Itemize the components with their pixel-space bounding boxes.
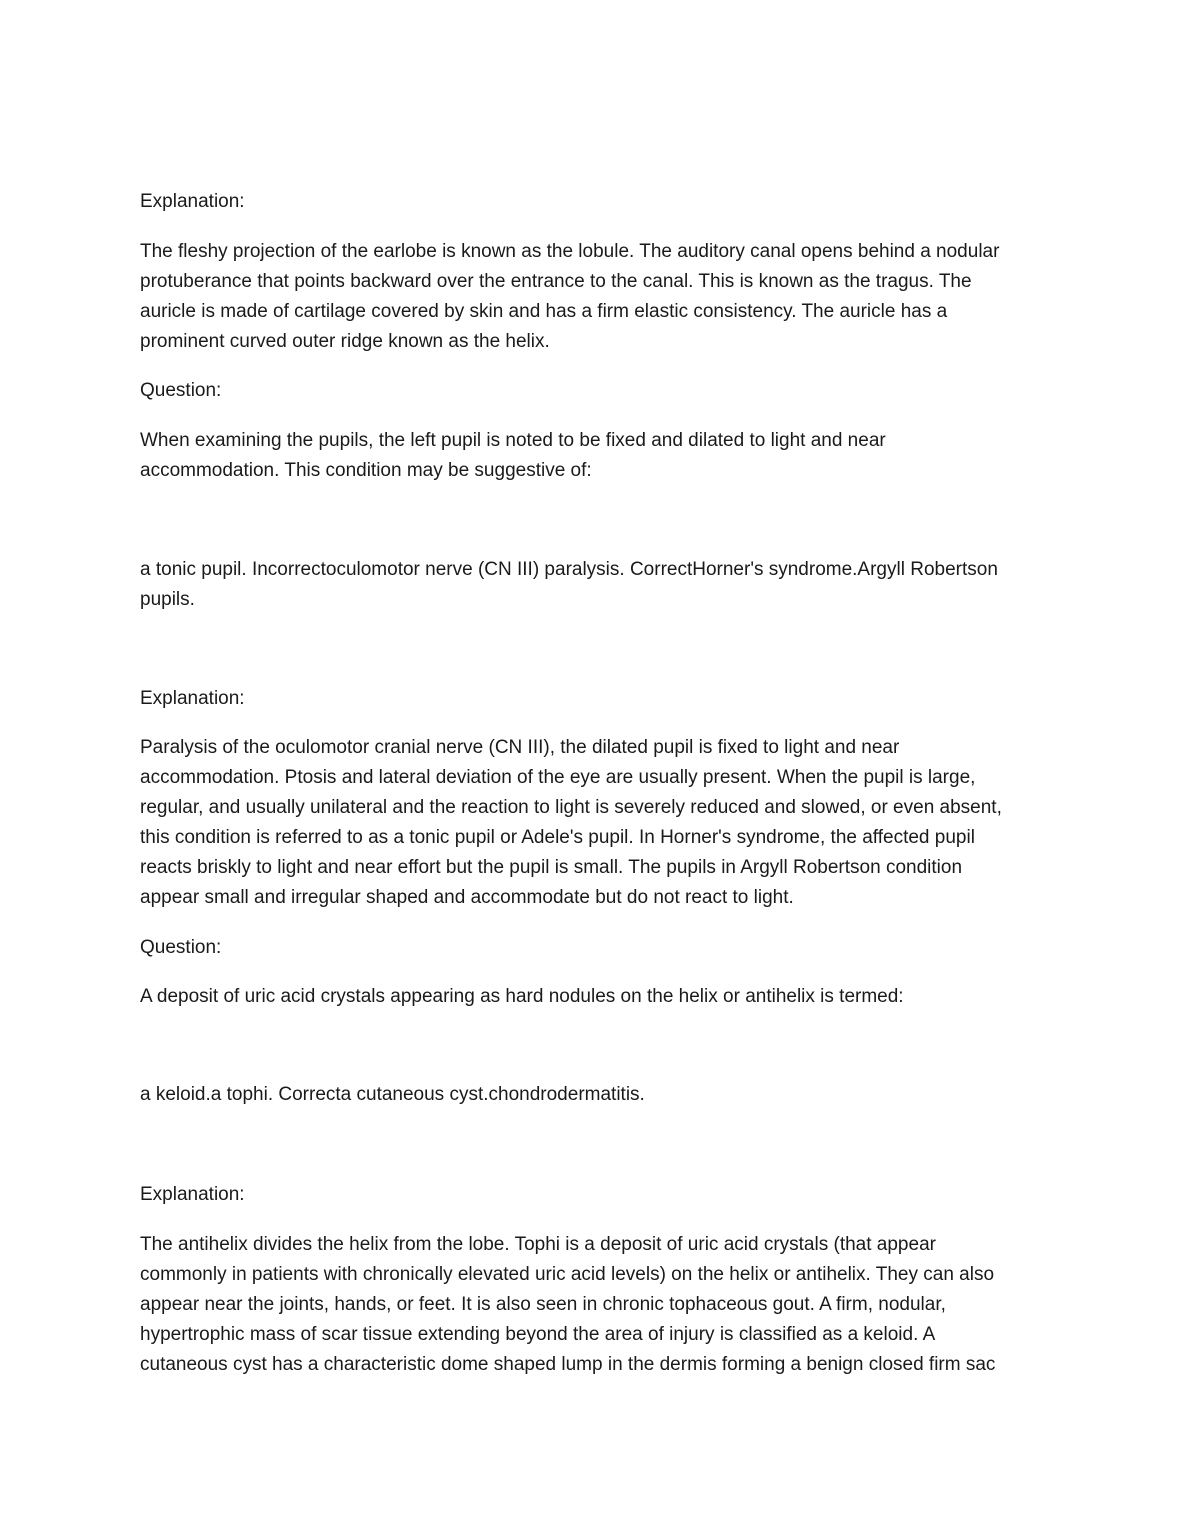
explanation-paragraph <box>140 237 1050 357</box>
answer-line: a keloid.a tophi. Correcta cutaneous cyst.chondrodermatitis. <box>140 1084 645 1105</box>
heading-text: Explanation: <box>140 1184 245 1205</box>
paragraph-line: The fleshy projection of the earlobe is known as the lobule. The auditory canal opens behind a nodular <box>140 241 1000 262</box>
heading-text: Explanation: <box>140 191 245 212</box>
paragraph-line: regular, and usually unilateral and the reaction to light is severely reduced and slowed, or even absent, <box>140 797 1002 818</box>
paragraph-line: reacts briskly to light and near effort but the pupil is small. The pupils in Argyll Robertson condition <box>140 857 963 878</box>
paragraph-line: appear near the joints, hands, or feet. It is also seen in chronic tophaceous gout. A firm, nodular, <box>140 1294 946 1315</box>
answer-line: a tonic pupil. Incorrectoculomotor nerve (CN III) paralysis. CorrectHorner's syndrome.Argyll Robertson <box>140 559 998 580</box>
question-paragraph <box>140 426 1050 486</box>
paragraph-line: accommodation. Ptosis and lateral deviation of the eye are usually present. When the pupil is large, <box>140 767 976 788</box>
question-paragraph <box>140 982 1050 1012</box>
paragraph-line: this condition is referred to as a tonic pupil or Adele's pupil. In Horner's syndrome, the affected pupil <box>140 827 975 848</box>
paragraph-line: The antihelix divides the helix from the lobe. Tophi is a deposit of uric acid crystals (that appear <box>140 1234 936 1255</box>
explanation-heading <box>140 1180 1050 1210</box>
paragraph-line: prominent curved outer ridge known as the helix. <box>140 331 550 352</box>
paragraph-line: A deposit of uric acid crystals appearing as hard nodules on the helix or antihelix is termed: <box>140 986 904 1007</box>
paragraph-line: protuberance that points backward over the entrance to the canal. This is known as the tragus. The <box>140 271 972 292</box>
paragraph-line: accommodation. This condition may be suggestive of: <box>140 460 592 481</box>
question-heading <box>140 933 1050 963</box>
heading-text: Question: <box>140 380 222 401</box>
explanation-heading <box>140 684 1050 714</box>
paragraph-line: commonly in patients with chronically elevated uric acid levels) on the helix or antihelix. They can also <box>140 1264 995 1285</box>
heading-text: Question: <box>140 937 222 958</box>
answer-options <box>140 1080 1050 1110</box>
question-heading <box>140 376 1050 406</box>
paragraph-line: Paralysis of the oculomotor cranial nerve (CN III), the dilated pupil is fixed to light and near <box>140 737 900 758</box>
explanation-heading <box>140 187 1050 217</box>
explanation-paragraph <box>140 1230 1050 1380</box>
paragraph-line: cutaneous cyst has a characteristic dome shaped lump in the dermis forming a benign closed firm sac <box>140 1354 996 1375</box>
paragraph-line: appear small and irregular shaped and accommodate but do not react to light. <box>140 887 794 908</box>
heading-text: Explanation: <box>140 688 245 709</box>
explanation-paragraph <box>140 733 1050 913</box>
paragraph-line: auricle is made of cartilage covered by skin and has a firm elastic consistency. The auricle has a <box>140 301 948 322</box>
answer-options <box>140 555 1050 615</box>
answer-line: pupils. <box>140 589 195 610</box>
paragraph-line: hypertrophic mass of scar tissue extending beyond the area of injury is classified as a keloid. A <box>140 1324 936 1345</box>
paragraph-line: When examining the pupils, the left pupil is noted to be fixed and dilated to light and near <box>140 430 886 451</box>
